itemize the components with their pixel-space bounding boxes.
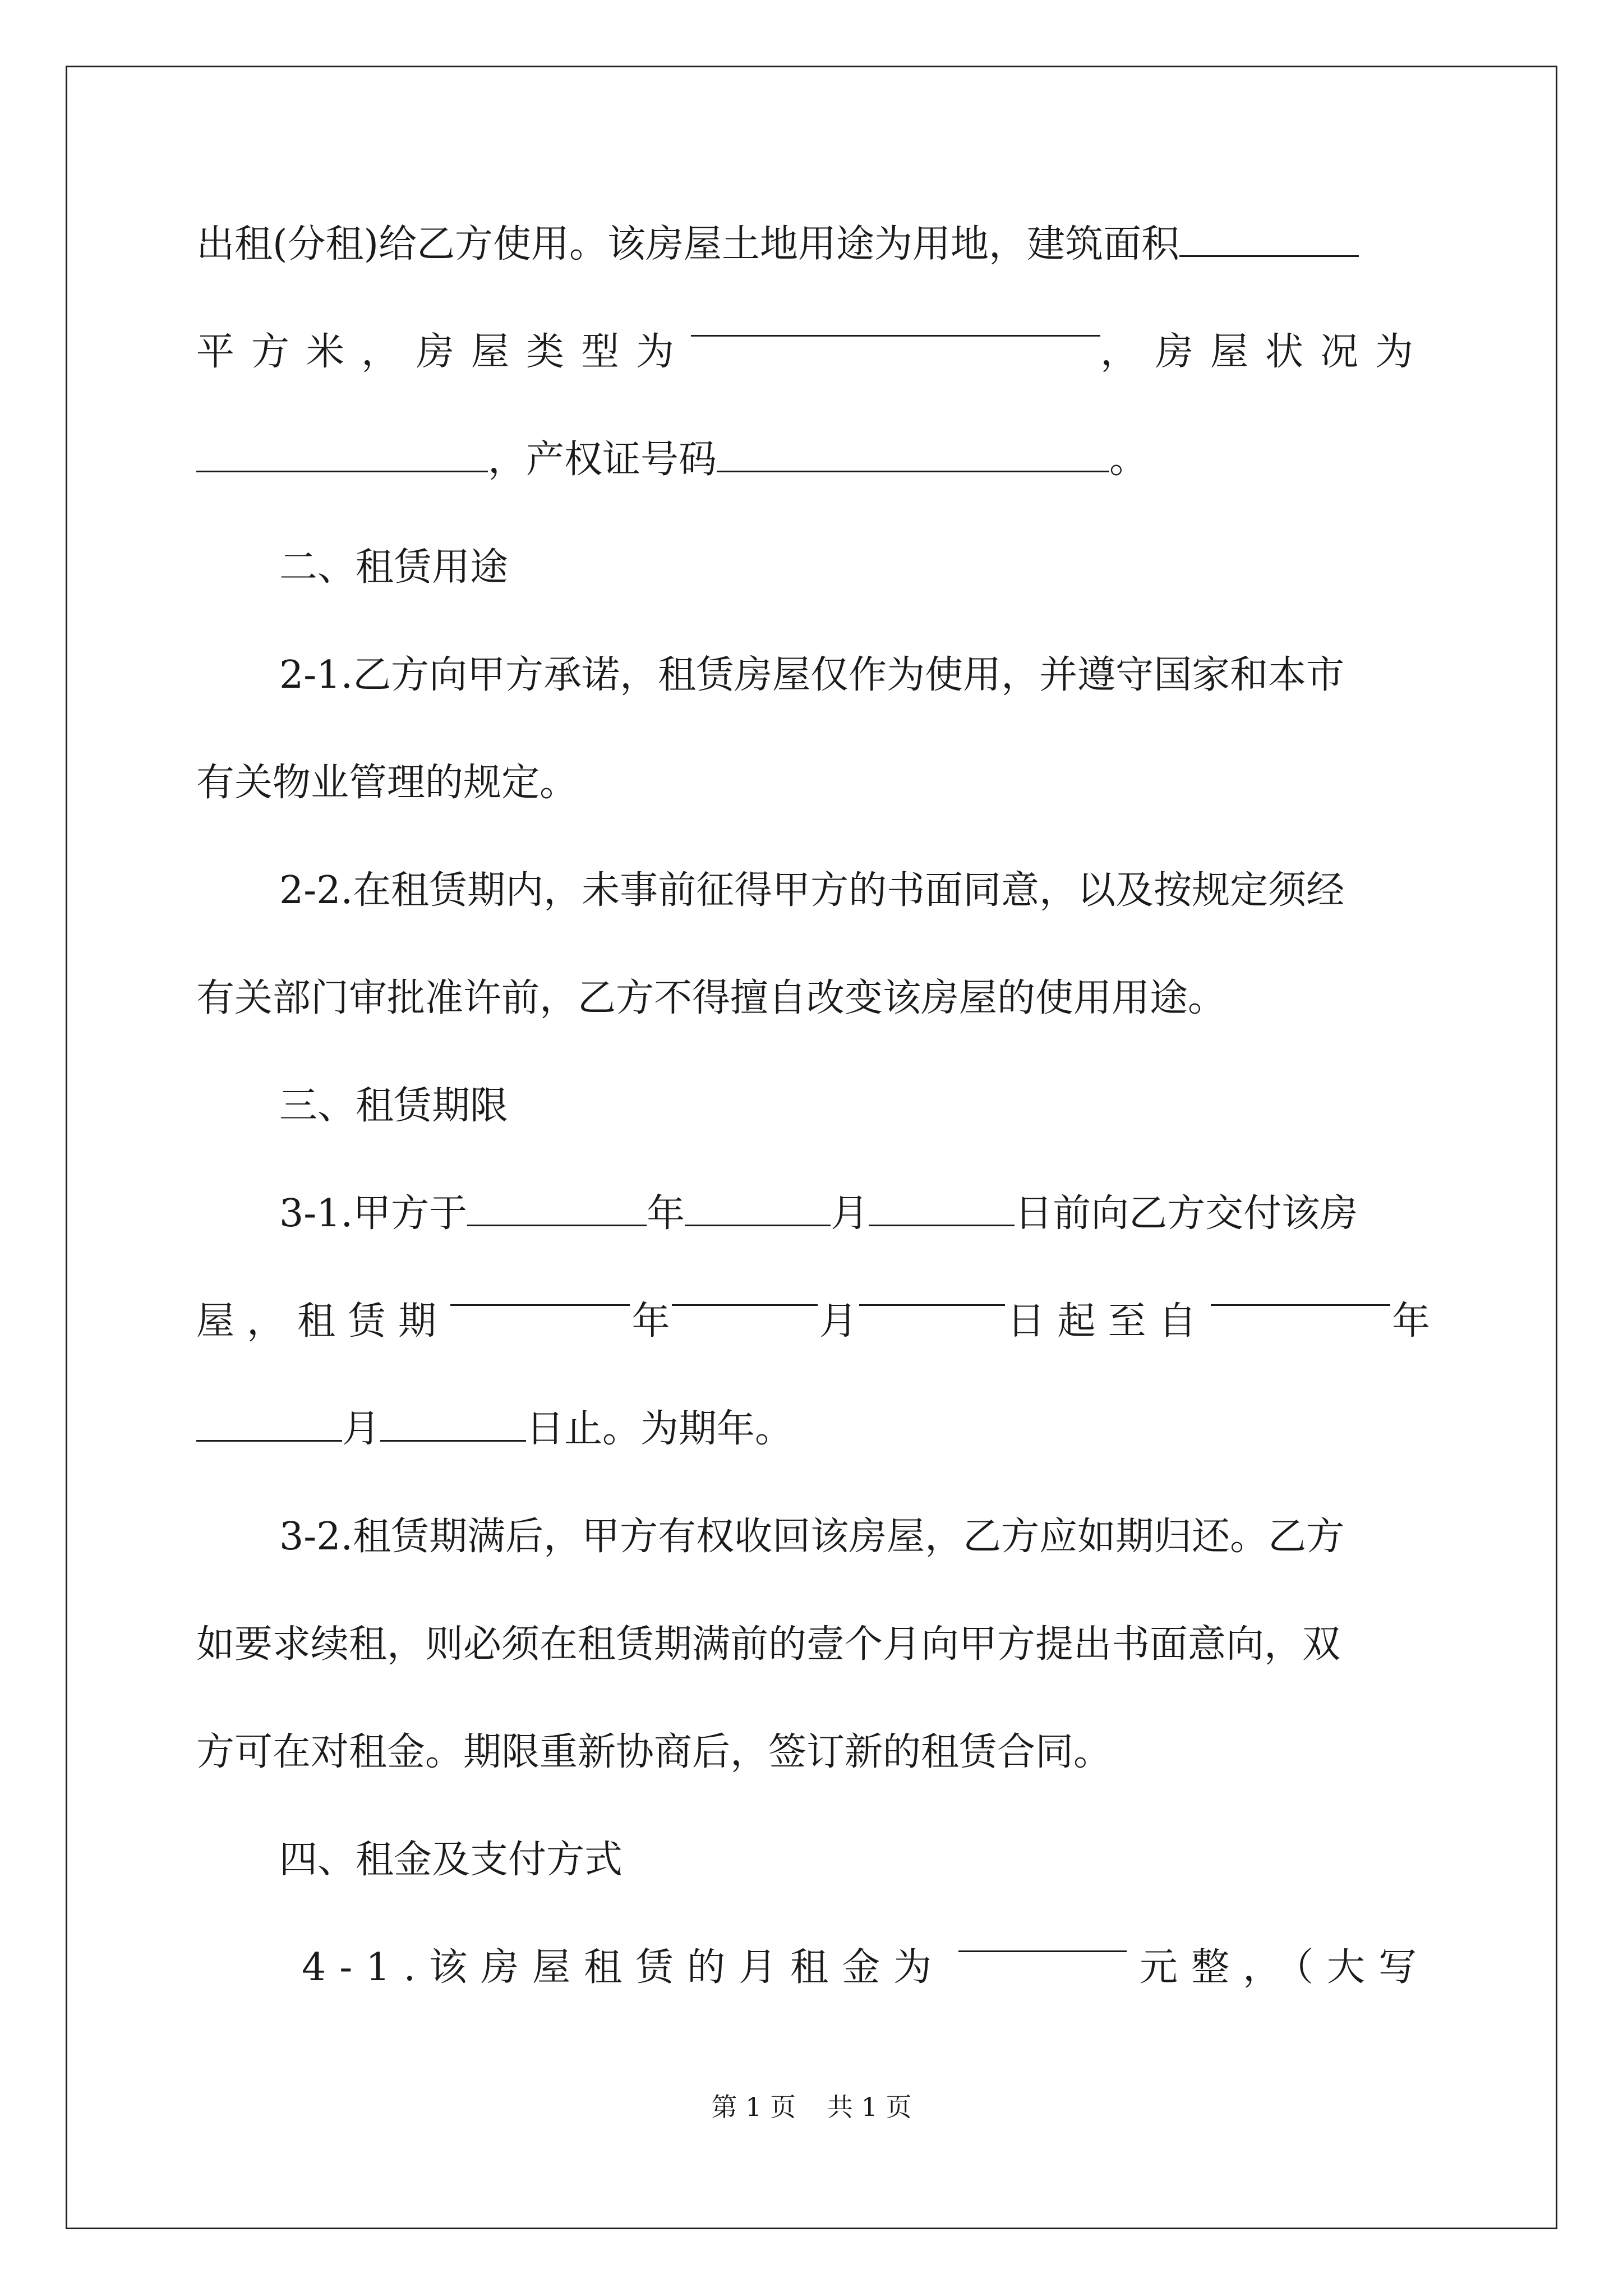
page-number: 第 1 页 (711, 2092, 796, 2122)
fill-blank (672, 1268, 818, 1306)
paragraph-line: 2-2.在租赁期内，未事前征得甲方的书面同意，以及按规定须经 (279, 868, 1345, 913)
text-run: ，房屋状况为 (1100, 330, 1430, 374)
text-run: 月 (819, 1299, 857, 1343)
text-run: 年 (631, 1299, 670, 1343)
fill-blank (467, 1188, 647, 1226)
paragraph-line (196, 406, 1430, 514)
paragraph-line (196, 191, 1430, 298)
document-body (196, 191, 1430, 2022)
text-run: 月 (342, 1407, 381, 1451)
paragraph-line: 2-1.乙方向甲方承诺，租赁房屋仅作为使用，并遵守国家和本市 (279, 653, 1345, 697)
text-run: 。 (1109, 438, 1148, 482)
paragraph-line: 3-2.租赁期满后，甲方有权收回该房屋，乙方应如期归还。乙方 (279, 1515, 1345, 1559)
fill-blank (196, 434, 488, 472)
fill-blank (450, 1268, 630, 1306)
fill-blank (1211, 1268, 1390, 1306)
text-run: 4-1.该房屋租赁的月租金为 (302, 1945, 946, 1990)
text-run: ，产权证号码 (488, 438, 717, 482)
section-heading: 三、租赁期限 (279, 1084, 509, 1128)
text-run: 日前向乙方交付该房 (1015, 1191, 1358, 1236)
text-run: 年 (1391, 1299, 1430, 1343)
fill-blank (685, 1188, 831, 1226)
paragraph-line (196, 1375, 1430, 1483)
text-run: 屋，租赁期 (196, 1299, 449, 1343)
text-run: 月 (831, 1191, 869, 1236)
paragraph-line: 如要求续租，则必须在租赁期满前的壹个月向甲方提出书面意向，双 (196, 1622, 1341, 1667)
page-total: 共 1 页 (827, 2092, 912, 2122)
paragraph-line (196, 298, 1430, 406)
section-heading: 四、租金及支付方式 (279, 1838, 623, 1882)
text-run: 日止。为期年。 (526, 1407, 794, 1451)
fill-blank (717, 434, 1109, 472)
text-run: 出租(分租)给乙方使用。该房屋土地用途为用地，建筑面积 (196, 222, 1180, 266)
text-run: 元整，（大写 (1139, 1945, 1430, 1990)
fill-blank (196, 1404, 342, 1442)
paragraph-line: 有关部门审批准许前，乙方不得擅自改变该房屋的使用用途。 (196, 976, 1227, 1020)
fill-blank (958, 1914, 1127, 1952)
fill-blank (380, 1404, 526, 1442)
paragraph-line: 方可在对租金。期限重新协商后，签订新的租赁合同。 (196, 1730, 1112, 1774)
paragraph-line (196, 1160, 1430, 1268)
text-run: 年 (647, 1191, 685, 1236)
fill-blank (859, 1268, 1005, 1306)
text-run: 3-1.甲方于 (279, 1191, 468, 1236)
page-footer (0, 2087, 1623, 2124)
fill-blank (869, 1188, 1015, 1226)
text-run: 平方米，房屋类型为 (196, 330, 691, 374)
text-run: 日起至自 (1007, 1299, 1209, 1343)
fill-blank (1179, 219, 1359, 257)
section-heading: 二、租赁用途 (279, 545, 509, 590)
paragraph-line (196, 1914, 1430, 2022)
paragraph-line (196, 1268, 1430, 1375)
fill-blank (691, 298, 1100, 337)
paragraph-line: 有关物业管理的规定。 (196, 761, 578, 805)
